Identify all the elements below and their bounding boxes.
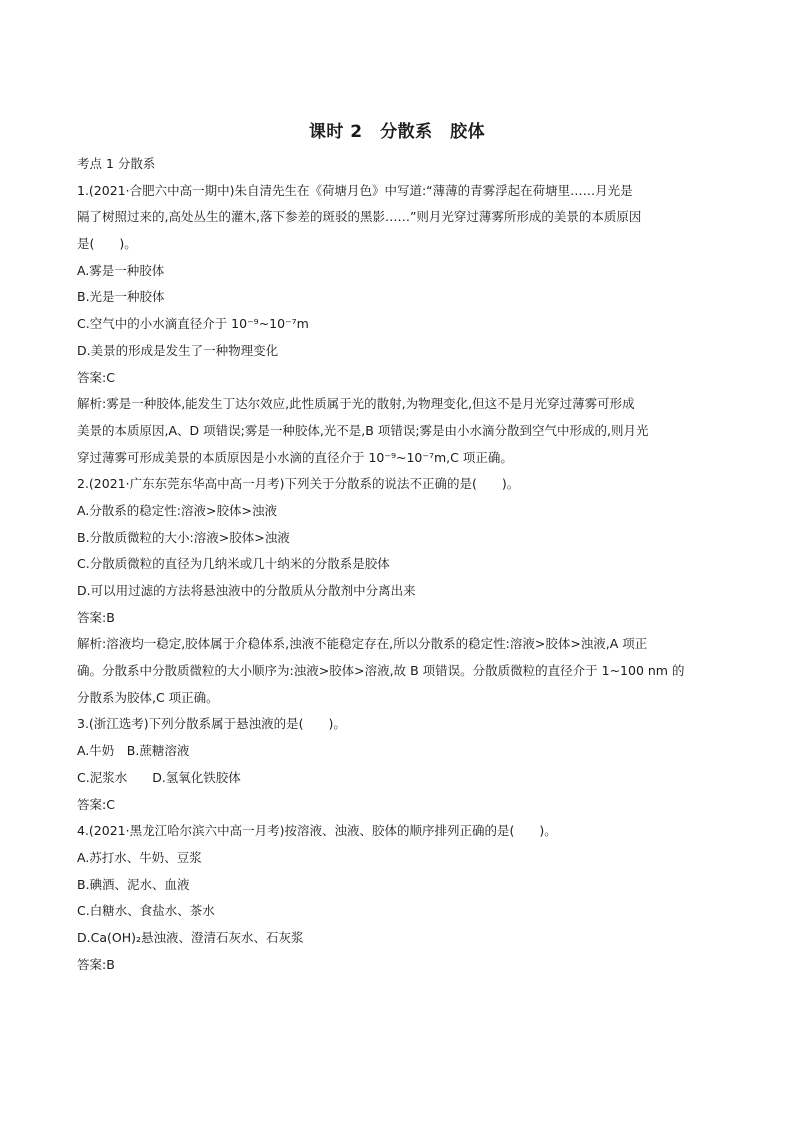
option-c: C.白糖水、食盐水、茶水 [77, 903, 215, 919]
analysis-line: 穿过薄雾可形成美景的本质原因是小水滴的直径介于 10⁻⁹~10⁻⁷m,C 项正确。 [77, 449, 513, 465]
option-c: C.空气中的小水滴直径介于 10⁻⁹~10⁻⁷m [77, 316, 309, 332]
question-1 [77, 180, 727, 468]
answer: 答案:B [77, 609, 115, 625]
option-b: B.分散质微粒的大小:溶液>胶体>浊液 [77, 529, 290, 545]
analysis-line: 解析:雾是一种胶体,能发生丁达尔效应,此性质属于光的散射,为物理变化,但这不是月光穿过薄雾可形成 [77, 396, 635, 412]
question-stem-line: 3.(浙江选考)下列分散系属于悬浊液的是( )。 [77, 716, 346, 732]
question-4 [77, 820, 727, 975]
analysis-line: 确。分散系中分散质微粒的大小顺序为:浊液>胶体>溶液,故 B 项错误。分散质微粒的直径介于 1~100 nm 的 [77, 663, 685, 679]
question-stem-line: 4.(2021·黑龙江哈尔滨六中高一月考)按溶液、浊液、胶体的顺序排列正确的是( )。 [77, 823, 557, 839]
answer: 答案:B [77, 956, 115, 972]
page-title: 课时 2 分散系 胶体 [308, 122, 486, 142]
question-2 [77, 473, 727, 708]
option-d: D.Ca(OH)₂悬浊液、澄清石灰水、石灰浆 [77, 929, 304, 945]
question-stem-line: 隔了树照过来的,高处丛生的灌木,落下参差的斑驳的黑影……”则月光穿过薄雾所形成的美景的本质原因 [77, 209, 642, 225]
analysis-line: 美景的本质原因,A、D 项错误;雾是一种胶体,光不是,B 项错误;雾是由小水滴分散到空气中形成的,则月光 [77, 422, 649, 438]
option-a: A.分散系的稳定性:溶液>胶体>浊液 [77, 502, 277, 518]
option-d: D.美景的形成是发生了一种物理变化 [77, 342, 279, 358]
option-b: B.光是一种胶体 [77, 289, 165, 305]
section-heading: 考点 1 分散系 [77, 156, 156, 171]
option-d: D.可以用过滤的方法将悬浊液中的分散质从分散剂中分离出来 [77, 583, 416, 598]
analysis-line: 分散系为胶体,C 项正确。 [77, 689, 219, 705]
question-3 [77, 713, 727, 814]
option-row: A.牛奶 B.蔗糖溶液 [77, 743, 190, 759]
question-stem-line: 是( )。 [77, 236, 137, 252]
question-stem-line: 1.(2021·合肥六中高一期中)朱自清先生在《荷塘月色》中写道:“薄薄的青雾浮起在荷塘里……月光是 [77, 182, 633, 198]
option-row: C.泥浆水 D.氢氧化铁胶体 [77, 769, 241, 785]
option-a: A.苏打水、牛奶、豆浆 [77, 849, 202, 865]
analysis-line: 解析:溶液均一稳定,胶体属于介稳体系,浊液不能稳定存在,所以分散系的稳定性:溶液>胶体>浊液,A 项正 [77, 636, 648, 652]
option-b: B.碘酒、泥水、血液 [77, 876, 190, 892]
document-content [77, 153, 727, 975]
option-c: C.分散质微粒的直径为几纳米或几十纳米的分散系是胶体 [77, 556, 390, 572]
question-stem-line: 2.(2021·广东东莞东华高中高一月考)下列关于分散系的说法不正确的是( )。 [77, 476, 520, 492]
option-a: A.雾是一种胶体 [77, 262, 165, 278]
answer: 答案:C [77, 369, 115, 385]
answer: 答案:C [77, 796, 115, 812]
